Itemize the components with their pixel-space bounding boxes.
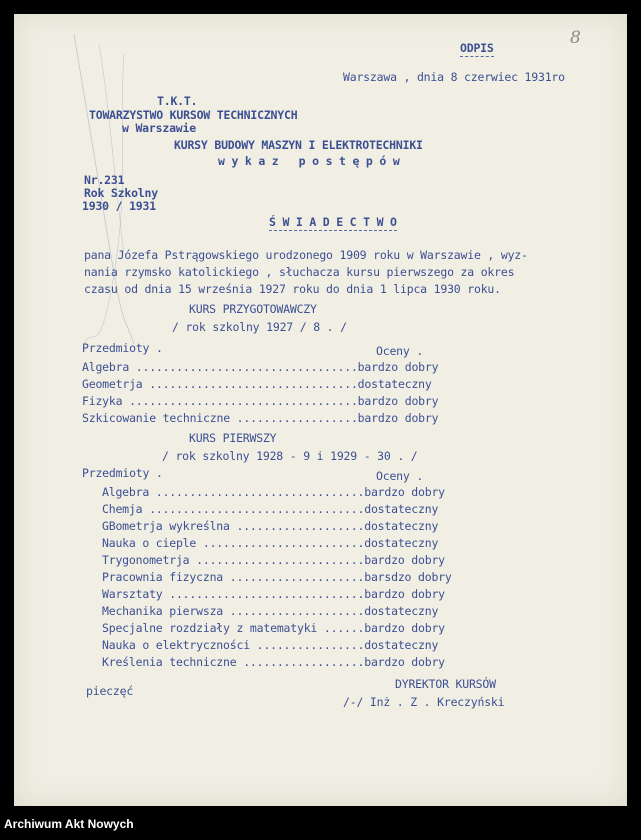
section2-row: Warsztaty .............................bardzo dobry xyxy=(102,587,445,601)
section1-row: Szkicowanie techniczne ..................bardzo dobry xyxy=(82,411,439,425)
section2-row: Nauka o elektryczności ................dostateczny xyxy=(102,638,439,652)
section1-year: / rok szkolny 1927 / 8 . / xyxy=(172,320,347,334)
subtitle: w y k a z p o s t ę p ó w xyxy=(218,154,400,168)
school-year-label: Rok Szkolny xyxy=(84,186,158,200)
section1-row: Algebra .................................bardzo dobry xyxy=(82,360,439,374)
section2-row: Chemja ................................dostateczny xyxy=(102,502,439,516)
section1-row: Fizyka ..................................bardzo dobry xyxy=(82,394,439,408)
stamp-label: pieczęć xyxy=(86,684,134,698)
section2-row: Kreślenia techniczne ..................bardzo dobry xyxy=(102,655,445,669)
org-abbrev: T.K.T. xyxy=(157,94,198,108)
section2-row: Algebra ...............................bardzo dobry xyxy=(102,485,445,499)
body-line-1: pana Józefa Pstrągowskiego urodzonego 1909 roku w Warszawie , wyz- xyxy=(84,248,528,262)
director-signature: /-/ Inż . Z . Kreczyński xyxy=(343,695,505,709)
section2-row: GBometrja wykreślna ...................dostateczny xyxy=(102,519,439,533)
section2-row: Specjalne rozdziały z matematyki ......bardzo dobry xyxy=(102,621,445,635)
section2-row: Trygonometrja .........................bardzo dobry xyxy=(102,553,445,567)
pencil-page-number: 8 xyxy=(570,28,581,48)
org-name: TOWARZYSTWO KURSOW TECHNICZNYCH xyxy=(89,108,298,122)
section2-row: Nauka o cieple ........................dostateczny xyxy=(102,536,439,550)
section2-title: KURS PIERWSZY xyxy=(189,431,277,445)
section2-grades-header: Oceny . xyxy=(376,469,424,483)
doc-number: Nr.231 xyxy=(84,173,125,187)
archive-footer xyxy=(0,806,641,840)
date-line: Warszawa , dnia 8 czerwiec 1931ro xyxy=(343,70,565,84)
section1-title: KURS PRZYGOTOWAWCZY xyxy=(189,302,317,316)
section2-row: Mechanika pierwsza ....................dostateczny xyxy=(102,604,439,618)
section1-subjects-header: Przedmioty . xyxy=(82,341,163,355)
section2-row: Pracownia fizyczna ....................barsdzo dobry xyxy=(102,570,452,584)
body-line-3: czasu od dnia 15 września 1927 roku do dnia 1 lipca 1930 roku. xyxy=(84,282,501,296)
section2-subjects-header: Przedmioty . xyxy=(82,466,163,480)
section1-grades-header: Oceny . xyxy=(376,344,424,358)
certificate-heading: Ś W I A D E C T W O xyxy=(269,215,397,229)
org-city: w Warszawie xyxy=(122,121,196,135)
school-year-value: 1930 / 1931 xyxy=(82,199,156,213)
section2-year: / rok szkolny 1928 - 9 i 1929 - 30 . / xyxy=(162,449,418,463)
director-title: DYREKTOR KURSÓW xyxy=(395,677,496,691)
archive-name: Archiwum Akt Nowych xyxy=(4,817,134,831)
section1-row: Geometrja ...............................dostateczny xyxy=(82,377,432,391)
copy-mark: ODPIS xyxy=(460,41,494,55)
course-name: KURSY BUDOWY MASZYN I ELEKTROTECHNIKI xyxy=(174,138,423,152)
document-page xyxy=(14,14,627,806)
body-line-2: nania rzymsko katolickiego , słuchacza kursu pierwszego za okres xyxy=(84,265,515,279)
